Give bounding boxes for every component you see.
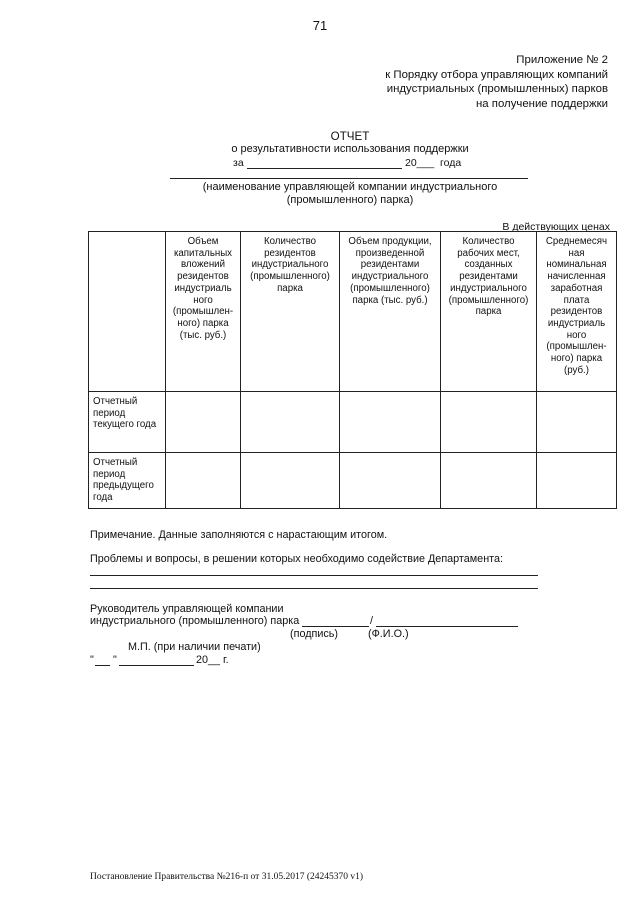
table-row [89,392,617,453]
table-cell[interactable] [441,392,537,453]
appendix-line: на получение поддержки [476,97,608,110]
signature-line[interactable] [302,626,369,627]
table-cell[interactable] [166,392,241,453]
stamp-text: М.П. (при наличии печати) [128,641,261,653]
date-year: 20__ г. [196,654,229,666]
table-row [89,453,617,509]
date-day-line[interactable] [95,665,110,666]
date-quote-open: " [90,654,94,666]
company-name-line [170,178,528,179]
company-caption: (наименование управляющей компании индустриального [202,181,498,193]
problems-line[interactable] [90,588,538,589]
report-subtitle: о результативности использования поддержки [231,143,469,155]
page-number: 71 [312,18,328,33]
full-name-line[interactable] [376,626,518,627]
period-blank-line [247,168,402,169]
appendix-line: индустриальных (промышленных) парков [386,83,608,96]
row-label-previous-year: Отчетный период предыдущего года [89,453,166,509]
table-header-capital-investment: Объем капитальных вложений резидентов индустриаль ного (промышлен-ного) парка (тыс. руб.) [166,232,241,392]
price-note: В действующих ценах [502,221,610,233]
table-header-average-salary: Среднемесяч ная номинальная начисленная заработная плата резидентов индустриаль ного (промышлен-ного) парка (руб.) [537,232,617,392]
table-cell[interactable] [241,392,340,453]
table-header-row [89,232,617,392]
problems-line[interactable] [90,575,538,576]
table-cell[interactable] [340,453,441,509]
signature-caption: (подпись) [290,628,339,640]
table-cell[interactable] [166,453,241,509]
table-header-resident-count: Количество резидентов индустриального (промышленного) парка [241,232,340,392]
table-cell[interactable] [441,453,537,509]
note-text: Примечание. Данные заполняются с нарастающим итогом. [90,529,388,541]
table-header-empty [89,232,166,392]
table-cell[interactable] [241,453,340,509]
period-prefix: за [233,157,244,169]
signature-slash: / [370,615,373,627]
appendix-block [385,53,608,111]
table-header-jobs-created: Количество рабочих мест, созданных резидентами индустриального (промышленного) парка [441,232,537,392]
problems-text: Проблемы и вопросы, в решении которых необходимо содействие Департамента: [90,553,503,565]
footer-text: Постановление Правительства №216-п от 31.05.2017 (24245370 v1) [90,872,364,882]
company-caption: (промышленного) парка) [286,194,414,206]
year-suffix: года [440,157,462,169]
appendix-line: к Порядку отбора управляющих компаний [385,68,608,81]
report-table [88,231,617,509]
year-prefix: 20___ [405,157,435,169]
table-cell[interactable] [537,453,617,509]
date-quote-close: " [113,654,117,666]
row-label-current-year: Отчетный период текущего года [89,392,166,453]
appendix-line: Приложение № 2 [516,54,608,66]
table-cell[interactable] [537,392,617,453]
full-name-caption: (Ф.И.О.) [368,628,409,640]
signature-title: индустриального (промышленного) парка [90,615,300,627]
table-cell[interactable] [340,392,441,453]
signature-title: Руководитель управляющей компании [90,603,284,615]
report-title: ОТЧЕТ [330,130,370,143]
table-header-production-volume: Объем продукции, произведенной резидентами индустриального (промышленного) парка (тыс. руб.) [340,232,441,392]
date-month-line[interactable] [119,665,194,666]
